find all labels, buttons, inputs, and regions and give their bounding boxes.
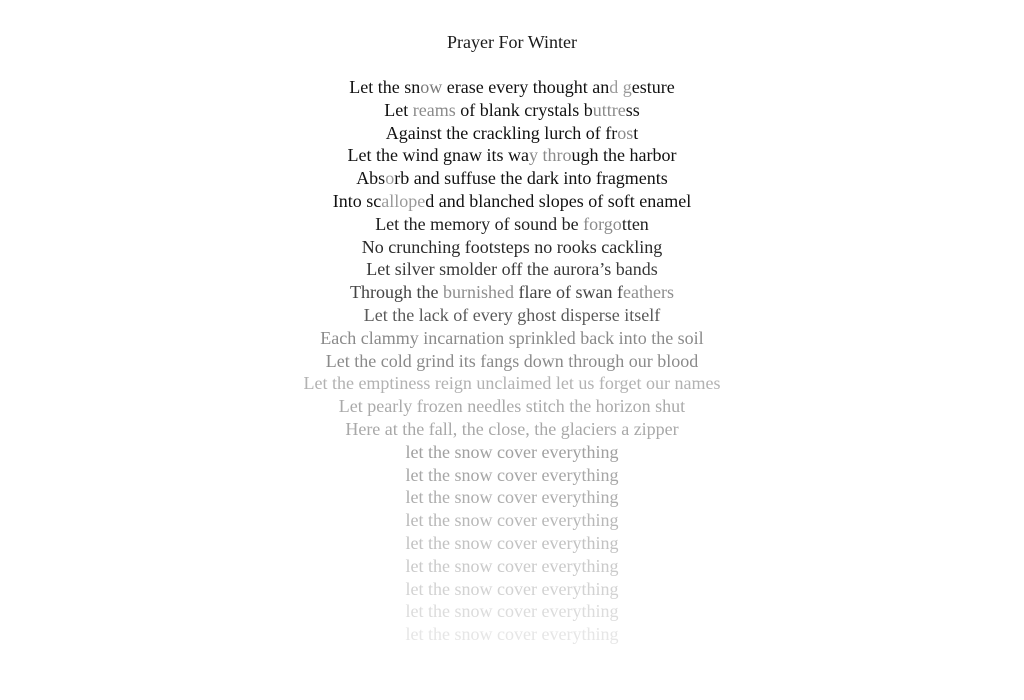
poem-line	[0, 395, 1024, 418]
poem-line-segment: Let the emptiness reign unclaimed let us forget our names	[303, 373, 721, 394]
poem-lines	[0, 76, 1024, 646]
poem-line	[0, 623, 1024, 646]
poem-line-segment: uttre	[592, 99, 626, 120]
poem-line	[0, 144, 1024, 167]
poem-line-segment: os	[617, 122, 634, 143]
poem-line-segment: let the snow cover everything	[405, 464, 619, 485]
poem-line-segment: let the snow cover everything	[405, 510, 619, 531]
poem-line	[0, 281, 1024, 304]
poem-line-segment: burnished	[443, 282, 515, 303]
poem-line-segment: of blank crystals b	[455, 99, 593, 120]
poem-line	[0, 532, 1024, 555]
poem-line-segment: allope	[381, 190, 426, 211]
poem-line	[0, 372, 1024, 395]
poem-line-segment: rb and suffuse the dark into fragments	[394, 168, 668, 189]
poem-line-segment: d and blanched slopes of soft enamel	[425, 190, 692, 211]
poem-line-segment: let the snow cover everything	[405, 441, 619, 462]
poem-line	[0, 418, 1024, 441]
poem-line-segment: Let pearly frozen needles stitch the horizon shut	[338, 396, 686, 417]
poem-line-segment: t	[633, 122, 639, 143]
poem-line-segment: esture	[631, 77, 675, 97]
poem-line-segment: Each clammy incarnation sprinkled back into the soil	[320, 327, 704, 348]
poem-line-segment: let the snow cover everything	[405, 555, 619, 576]
poem-line	[0, 258, 1024, 281]
poem-line-segment: ss	[625, 99, 640, 120]
poem-line-segment: Let the memory of sound be	[375, 213, 584, 234]
poem-line-segment: Let the cold grind its fangs down through our blood	[325, 350, 699, 371]
poem-line-segment: Let the sn	[349, 77, 421, 97]
poem-line-segment: Through the	[350, 282, 444, 303]
poem-line-segment: Abs	[356, 168, 386, 189]
poem-line-segment: Let the lack of every ghost disperse itself	[363, 304, 661, 325]
poem-line-segment: forgo	[583, 213, 622, 234]
poem-line-segment: tten	[621, 213, 649, 234]
poem-line	[0, 167, 1024, 190]
poem-line	[0, 578, 1024, 601]
poem	[0, 30, 1024, 646]
poem-line-segment: let the snow cover everything	[405, 487, 619, 508]
poem-line-segment: g	[622, 77, 632, 97]
poem-line	[0, 464, 1024, 487]
poem-line-segment: Against the crackling lurch of fr	[385, 122, 618, 143]
poem-line-segment: No crunching footsteps no rooks cackling	[361, 236, 663, 257]
poem-line	[0, 122, 1024, 145]
poem-line	[0, 304, 1024, 327]
poem-line	[0, 600, 1024, 623]
poem-line	[0, 76, 1024, 99]
poem-line-segment: let the snow cover everything	[405, 532, 619, 553]
poem-line	[0, 327, 1024, 350]
poem-line-segment: y thro	[529, 145, 572, 166]
poem-line	[0, 350, 1024, 373]
poem-line-segment: let the snow cover everything	[405, 601, 619, 622]
poem-title: Prayer For Winter	[447, 32, 577, 52]
poem-line-segment: Into sc	[332, 190, 382, 211]
poem-line	[0, 190, 1024, 213]
poem-line-segment: d	[609, 77, 619, 97]
poem-line-segment: o	[385, 168, 395, 189]
poem-line-segment: Here at the fall, the close, the glaciers a zipper	[345, 418, 679, 439]
poem-line	[0, 236, 1024, 259]
poem-line-segment: let the snow cover everything	[405, 578, 619, 599]
poem-line-segment: erase every thought an	[442, 77, 610, 97]
poem-line	[0, 441, 1024, 464]
poem-line-segment: eathers	[622, 282, 674, 303]
poem-line-segment: flare of swan f	[514, 282, 623, 303]
poem-line	[0, 99, 1024, 122]
poem-line	[0, 555, 1024, 578]
poem-line-segment: reams	[412, 99, 456, 120]
poem-line-segment: let the snow cover everything	[405, 624, 619, 645]
poem-line-segment: Let	[384, 99, 413, 120]
poem-line-segment: Let the wind gnaw its wa	[347, 145, 529, 166]
poem-line-segment: Let silver smolder off the aurora’s bands	[366, 259, 658, 280]
poem-line	[0, 486, 1024, 509]
poem-line	[0, 213, 1024, 236]
poem-line-segment: ow	[420, 77, 443, 97]
poem-line-segment: ugh the harbor	[571, 145, 677, 166]
poem-line	[0, 509, 1024, 532]
